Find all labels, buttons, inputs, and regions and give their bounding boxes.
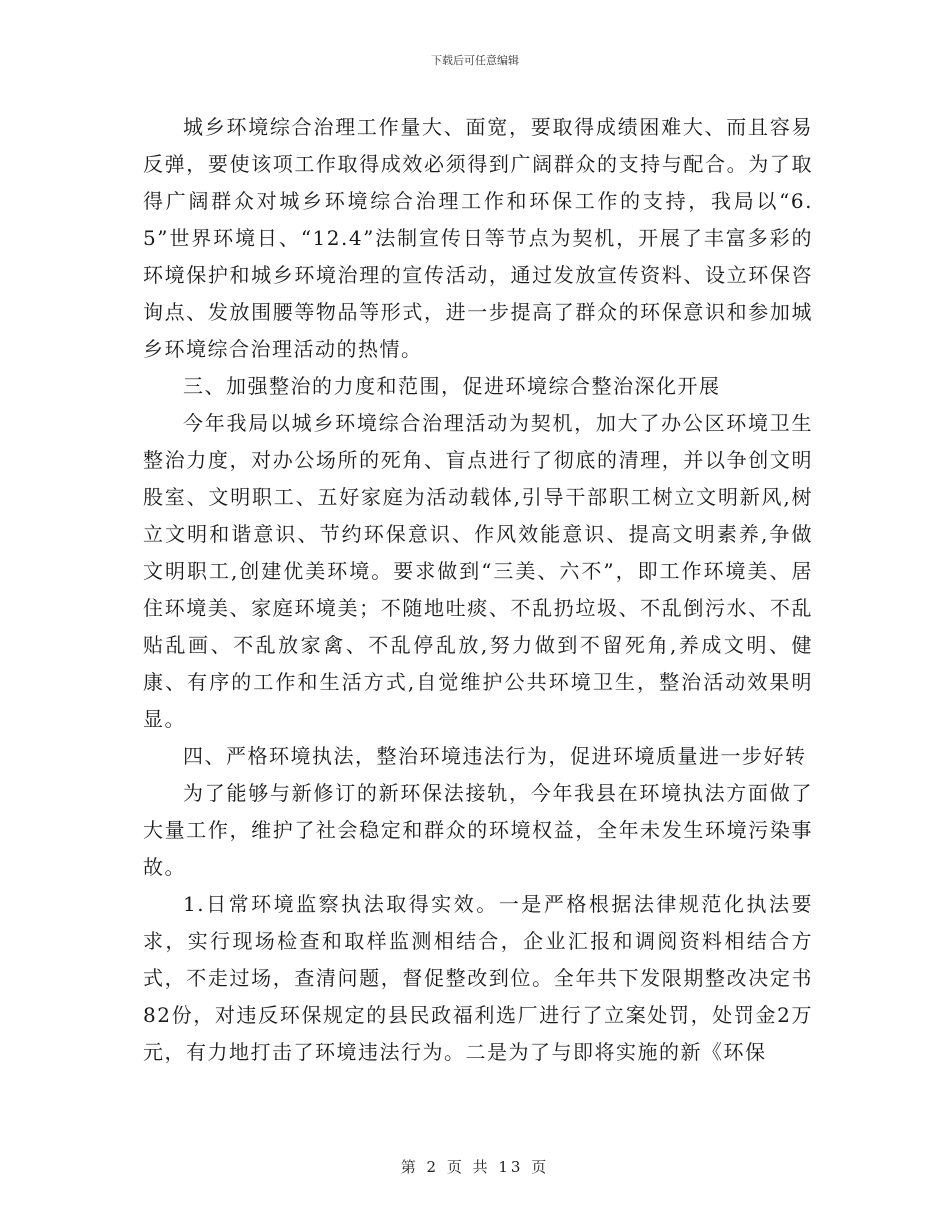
paragraph-1: 城乡环境综合治理工作量大、面宽，要取得成绩困难大、而且容易反弹，要使该项工作取得成效必须得到广阔群众的支持与配合。为了取得广阔群众对城乡环境综合治理工作和环保工作的支持，我局以“6.5”世界环境日、“12.4”法制宣传日等节点为契机，开展了丰富多彩的环境保护和城乡环境治理的宣传活动，通过发放宣传资料、设立环保咨询点、发放围腰等物品等形式，进一步提高了群众的环保意识和参加城乡环境综合治理活动的热情。 xyxy=(143,115,813,361)
document-body xyxy=(143,109,813,1071)
page-header: 下载后可任意编辑 xyxy=(431,54,519,67)
paragraph-2: 今年我局以城乡环境综合治理活动为契机，加大了办公区环境卫生整治力度，对办公场所的死角、盲点进行了彻底的清理，并以争创文明股室、文明职工、五好家庭为活动载体,引导干部职工树立文明新风,树立文明和谐意识、节约环保意识、作风效能意识、提高文明素养,争做文明职工,创建优美环境。要求做到“三美、六不”，即工作环境美、居住环境美、家庭环境美；不随地吐痰、不乱扔垃圾、不乱倒污水、不乱贴乱画、不乱放家禽、不乱停乱放,努力做到不留死角,养成文明、健康、有序的工作和生活方式,自觉维护公共环境卫生，整治活动效果明显。 xyxy=(143,411,813,731)
section-heading-4: 四、严格环境执法，整治环境违法行为，促进环境质量进一步好转 xyxy=(183,744,807,768)
section-heading-3: 三、加强整治的力度和范围，促进环境综合整治深化开展 xyxy=(183,374,721,398)
page-number: 第 2 页 共 13 页 xyxy=(400,1158,550,1176)
paragraph-4: 1.日常环境监察执法取得实效。一是严格根据法律规范化执法要求，实行现场检查和取样监测相结合，企业汇报和调阅资料相结合方式，不走过场，查清问题，督促整改到位。全年共下发限期整改决定书82份，对违反环保规定的县民政福利选厂进行了立案处罚，处罚金2万元，有力地打击了环境违法行为。二是为了与即将实施的新《环保 xyxy=(143,892,813,1064)
paragraph-3: 为了能够与新修订的新环保法接轨，今年我县在环境执法方面做了大量工作，维护了社会稳定和群众的环境权益，全年未发生环境污染事故。 xyxy=(143,781,813,879)
